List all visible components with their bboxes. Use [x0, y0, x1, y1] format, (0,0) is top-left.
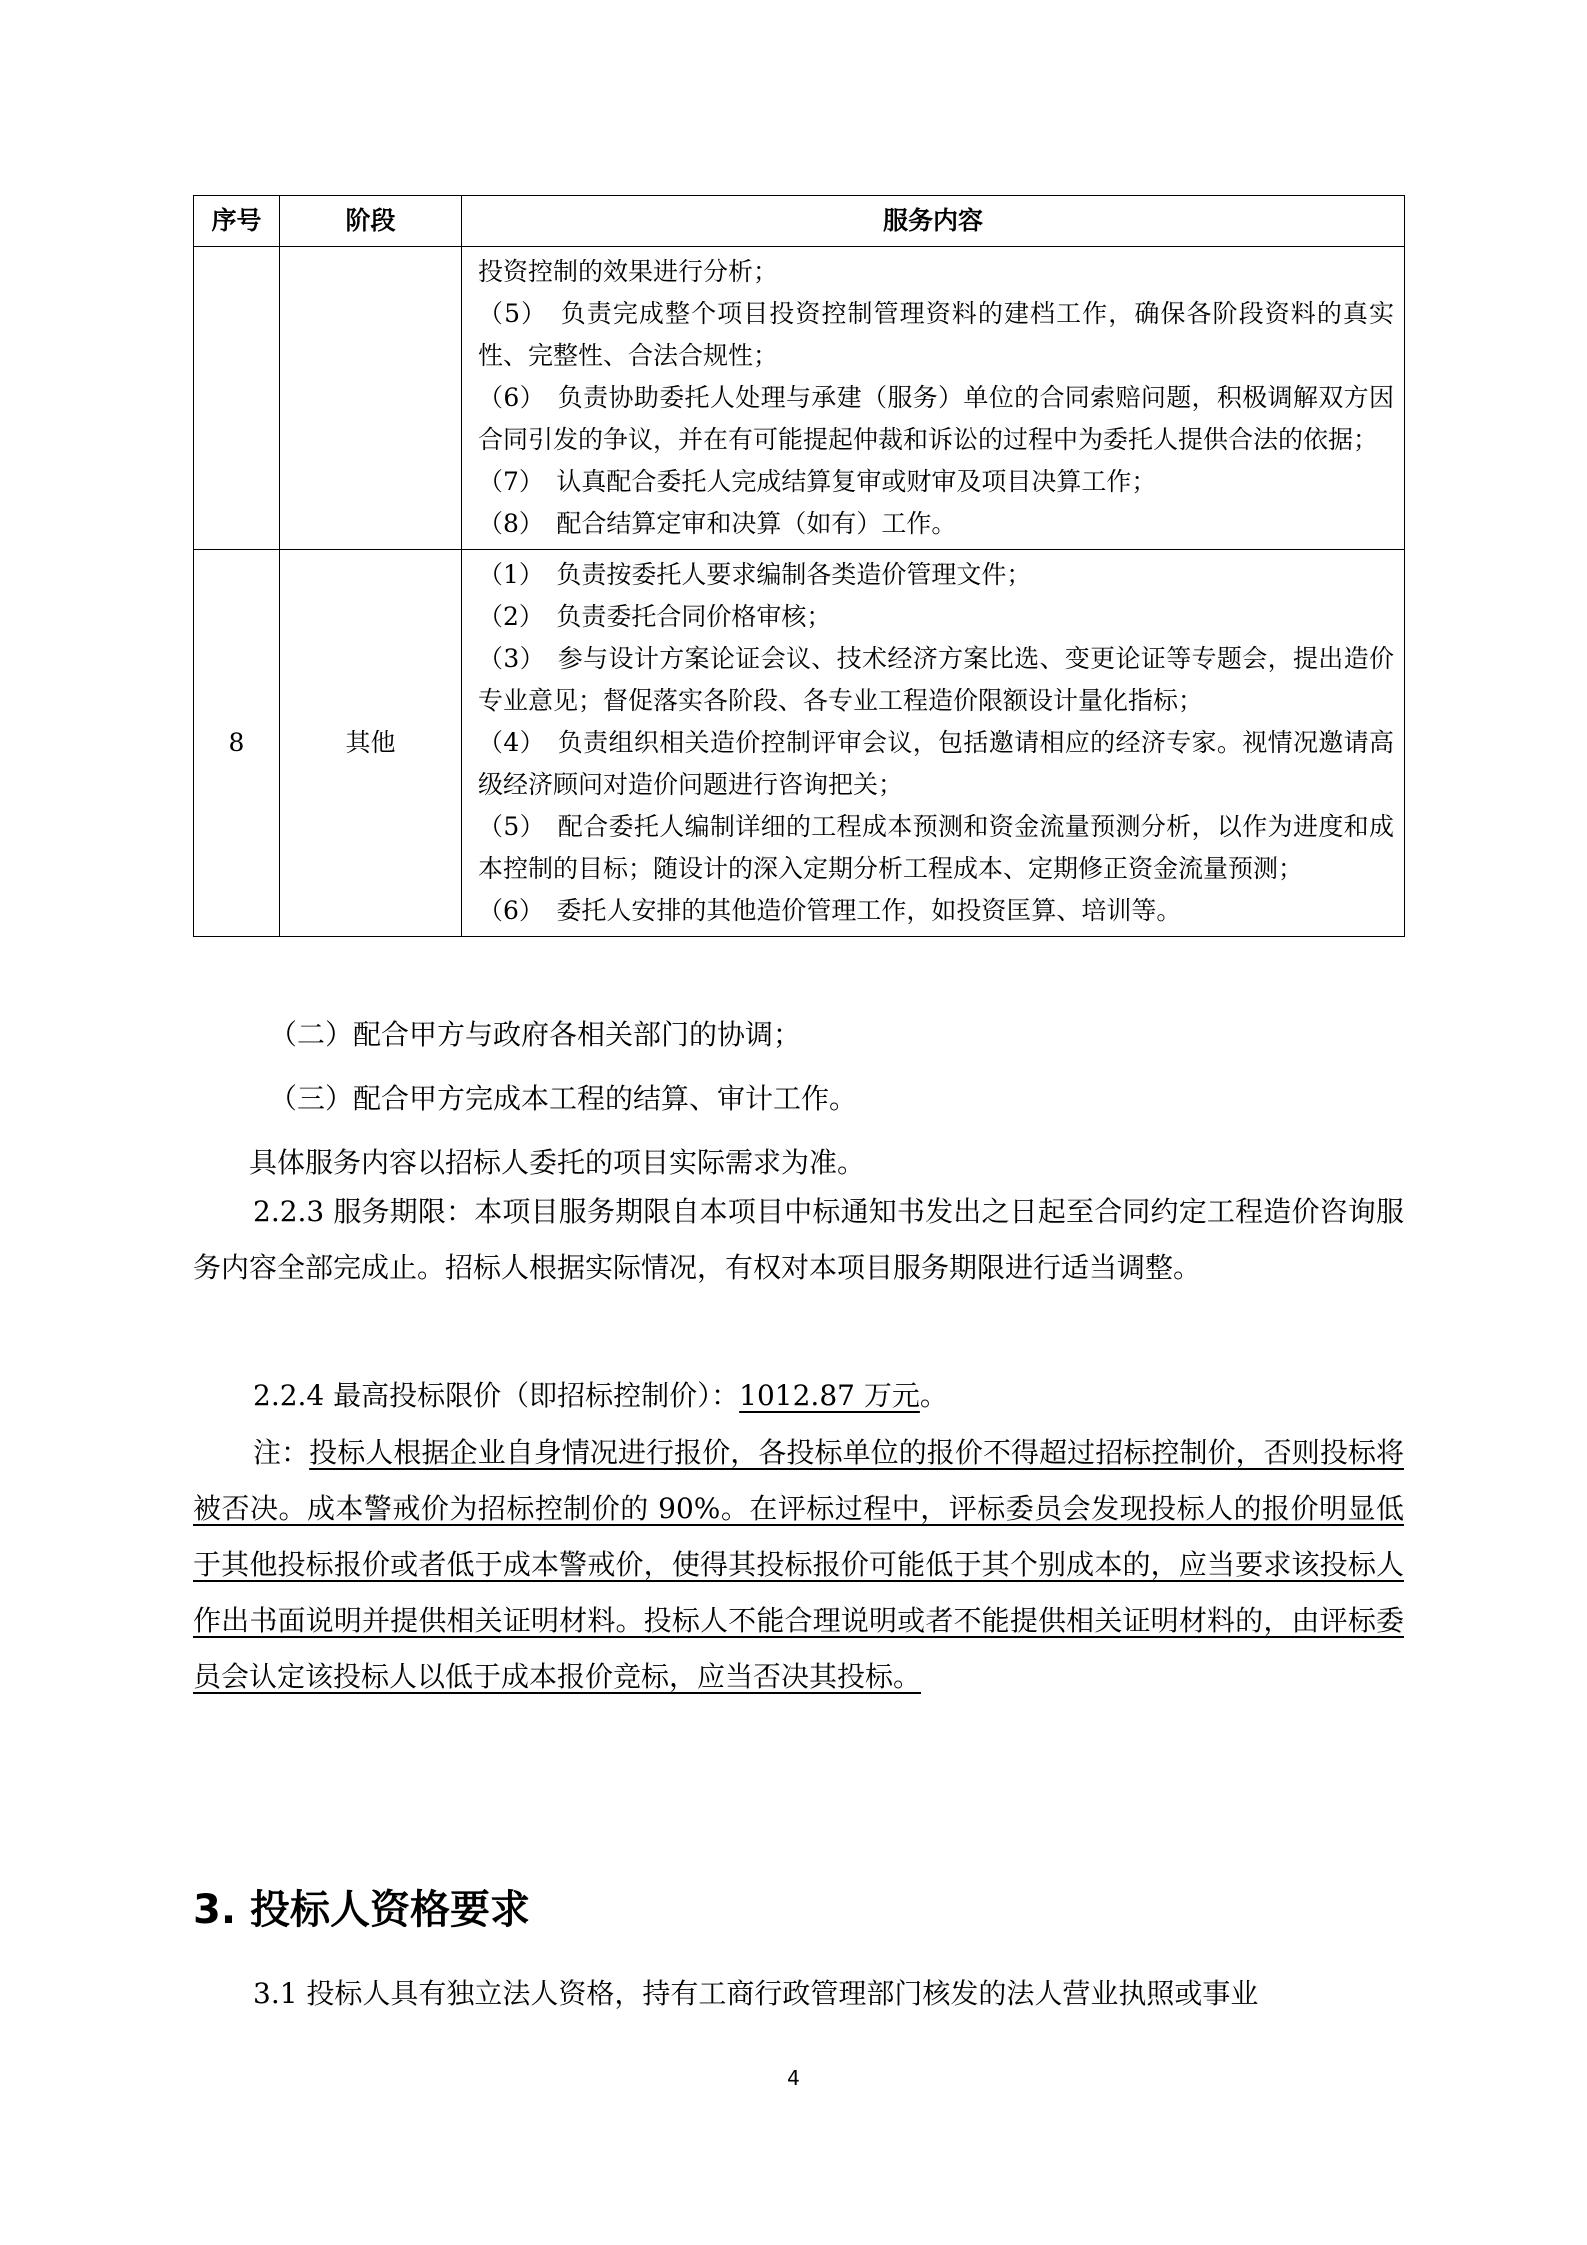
- table-row: [194, 247, 1405, 550]
- header-stage: 阶段: [280, 196, 462, 247]
- content-item: （5） 配合委托人编制详细的工程成本预测和资金流量预测分析，以作为进度和成本控制的目标；随设计的深入定期分析工程成本、定期修正资金流量预测；: [478, 812, 1394, 883]
- table-row: [194, 550, 1405, 937]
- content-item: （3） 参与设计方案论证会议、技术经济方案比选、变更论证等专题会，提出造价专业意见；督促落实各阶段、各专业工程造价限额设计量化指标；: [478, 644, 1394, 715]
- row-content-cell: [462, 247, 1405, 550]
- note-label: 注：: [253, 1436, 310, 1469]
- note-body: 投标人根据企业自身情况进行报价，各投标单位的报价不得超过招标控制价，否则投标将被否决。成本警戒价为招标控制价的 90%。在评标过程中，评标委员会发现投标人的报价明显低于其他投标报价或者低于成本警戒价，使得其投标报价可能低于其个别成本的，应当要求该投标人作出书面说明并提供相关证明材料。投标人不能合理说明或者不能提供相关证明材料的，由评标委员会认定该投标人以低于成本报价竞标，应当否决其投标。: [193, 1436, 1404, 1693]
- service-content-table: [193, 195, 1405, 937]
- paragraph-note: [193, 1425, 1404, 1705]
- paragraph-settlement: （三）配合甲方完成本工程的结算、审计工作。: [269, 1082, 858, 1115]
- row-stage-cell: [280, 247, 462, 550]
- max-price-value: 1012.87 万元: [739, 1379, 920, 1412]
- max-price-suffix: 。: [919, 1379, 948, 1412]
- content-item: （1） 负责按委托人要求编制各类造价管理文件；: [478, 560, 1032, 589]
- page-number: 4: [787, 2066, 800, 2090]
- content-item: （7） 认真配合委托人完成结算复审或财审及项目决算工作；: [478, 467, 1157, 496]
- paragraph-qualification: 3.1 投标人具有独立法人资格，持有工商行政管理部门核发的法人营业执照或事业: [253, 1977, 1259, 2010]
- header-index: 序号: [194, 196, 280, 247]
- content-item: （6） 负责协助委托人处理与承建（服务）单位的合同索赔问题，积极调解双方因合同引发的争议，并在有可能提起仲裁和诉讼的过程中为委托人提供合法的依据；: [478, 383, 1394, 454]
- row-index-cell: [194, 247, 280, 550]
- paragraph-service-period: 2.2.3 服务期限：本项目服务期限自本项目中标通知书发出之日起至合同约定工程造价咨询服务内容全部完成止。招标人根据实际情况，有权对本项目服务期限进行适当调整。: [193, 1195, 1404, 1284]
- content-item: （6） 委托人安排的其他造价管理工作，如投资匡算、培训等。: [478, 896, 1182, 925]
- content-item: （2） 负责委托合同价格审核；: [478, 602, 832, 631]
- paragraph-max-price: [193, 1368, 1404, 1424]
- content-item: 投资控制的效果进行分析；: [478, 257, 779, 286]
- paragraph-detail: 具体服务内容以招标人委托的项目实际需求为准。: [249, 1146, 866, 1179]
- header-content: 服务内容: [462, 196, 1405, 247]
- content-item: （5） 负责完成整个项目投资控制管理资料的建档工作，确保各阶段资料的真实性、完整性、合法合规性；: [478, 299, 1394, 370]
- section-heading: 3. 投标人资格要求: [193, 1887, 530, 1933]
- content-item: （4） 负责组织相关造价控制评审会议，包括邀请相应的经济专家。视情况邀请高级经济顾问对造价问题进行咨询把关；: [478, 728, 1394, 799]
- content-item: （8） 配合结算定审和决算（如有）工作。: [478, 509, 957, 538]
- max-price-label: 2.2.4 最高投标限价（即招标控制价）：: [253, 1379, 740, 1412]
- row-content-cell: [462, 550, 1405, 937]
- row-stage-cell: 其他: [280, 550, 462, 937]
- table-header-row: [194, 196, 1405, 247]
- row-index-cell: 8: [194, 550, 280, 937]
- paragraph-coordination: （二）配合甲方与政府各相关部门的协调；: [269, 1018, 802, 1051]
